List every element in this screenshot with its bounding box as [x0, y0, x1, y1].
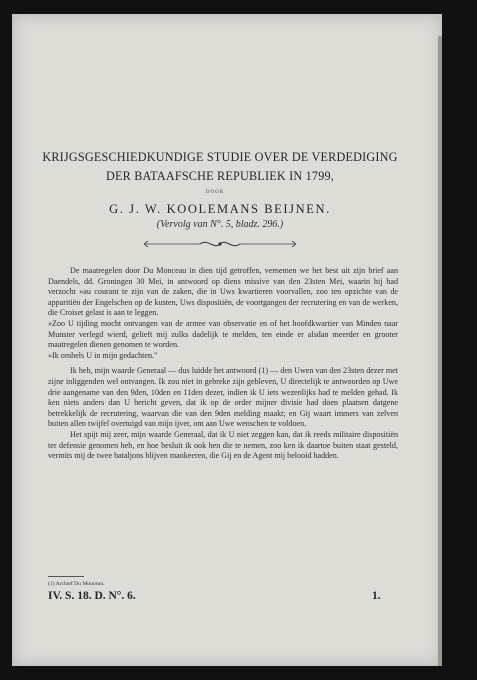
footnote: (1) Archief Du Monceau.: [48, 581, 105, 587]
paragraph-2: »Zoo U tijding mocht ontvangen van de armee van observatie en of het hoofdkwartier van Minden naar Munster verlegd wierd, gelieft mij zulks dadelijk te melden, ten einde er alsdan meerder en grooter maatregelen dienen genomen te worden.: [48, 318, 398, 350]
title-line-2: DER BATAAFSCHE REPUBLIEK IN 1799,: [105, 169, 335, 183]
door-label: DOOR: [205, 190, 225, 195]
paragraph-3: »Ik omhels U in mijn gedachten.": [48, 350, 158, 360]
paragraph-1: De maatregelen door Du Monceau in dien tijd getroffen, vernemen we het best uit zijn brief aan Daendels, dd. Groningen 30 Mei, in antwoord op diens missive van den 23sten Mei, waarin hij had verzocht »au courant te zijn van de zaken, die in Uws kwartieren voorvallen, zoo ten opzichte van de apparitiën der Engelschen op de kusten, Uws dispositiën, de voortgangen der recrutering en van de werken, die Croiset gelast is aan te leggen.: [48, 266, 398, 318]
article-body: [48, 266, 398, 462]
author-name: G. J. W. KOOLEMANS BEIJNEN.: [109, 202, 331, 216]
title-line-1: KRIJGSGESCHIEDKUNDIGE STUDIE OVER DE VERDEDIGING: [42, 150, 398, 164]
footnote-rule: [48, 576, 84, 577]
paragraph-5: Het spijt mij zeer, mijn waarde Generaal, dat ik U niet zeggen kan, dat ik reeds militaire dispositiën ter defensie genomen heb, en hoe besluit ik ook hen die te nemen, zoo ken ik daartoe buiten staat gesteld, vermits mij de twee bataljons blijven mankeeren, die Gij en de Agent mij belooid hadden.: [48, 429, 398, 461]
ornament-divider-icon: [140, 237, 300, 251]
article-title: [40, 148, 400, 186]
printer-signature: IV. S. 18. D. N°. 6.: [48, 590, 136, 602]
page-edge: [438, 36, 442, 666]
page-number: 1.: [372, 590, 381, 602]
continuation-note: (Vervolg van N°. 5, bladz. 296.): [156, 219, 284, 230]
paragraph-4: Ik heb, mijn waarde Generaal — dus luidde het antwoord (1) — den Uwen van den 23sten dezer met zijne inliggenden wel ontvangen. Ik zou niet in gebreke zijn gebleven, U directelijk te antwoorden op Uwe drie aangename van den 9den, 10den en 11den dezer, indien ik U iets wezenlijks had te melden gehad. Ik ken niets anders dan U bericht geven, dat ik op de order mijner divisie had doen plaatsen datgene betrekkelijk de recrutering, waarvan die van den 9den melding maakt; en Gij waart immers van zelven buiten allen twijfel overtuigd van mijn ijver, om aan Uwe wenschen te voldoen.: [48, 366, 398, 429]
